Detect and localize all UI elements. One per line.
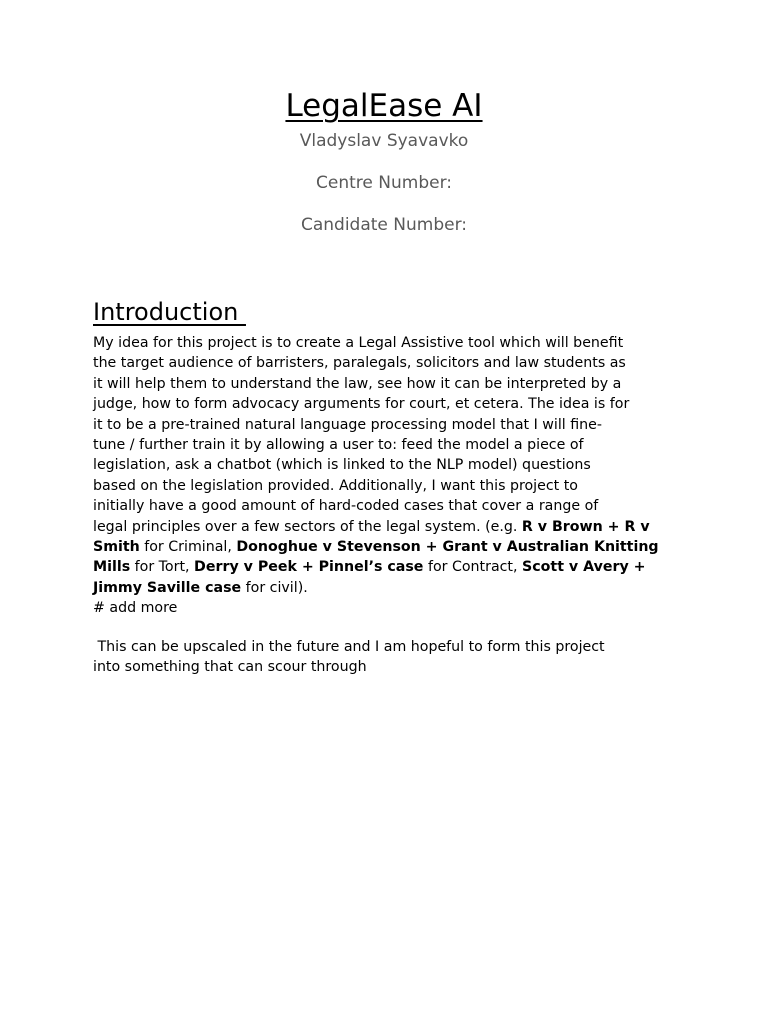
text-line	[93, 517, 693, 537]
text-segment: for Contract,	[423, 559, 523, 576]
text-line: it will help them to understand the law, see how it can be interpreted by a	[93, 375, 622, 392]
text-line	[93, 578, 693, 598]
author-name: Vladyslav Syavavko	[299, 131, 469, 151]
upscale-paragraph	[93, 637, 693, 678]
text-line: tune / further train it by allowing a user to: feed the model a piece of	[93, 437, 584, 454]
text-line: the target audience of barristers, paralegals, solicitors and law students as	[93, 355, 626, 372]
text-line: into something that can scour through	[93, 659, 367, 676]
case-name-contract: Derry v Peek + Pinnel’s case	[194, 559, 424, 576]
case-name-tort-cont: Mills	[93, 559, 131, 576]
text-line: judge, how to form advocacy arguments for court, et cetera. The idea is for	[93, 396, 630, 413]
case-name-tort: Donoghue v Stevenson + Grant v Australian Knitting	[236, 539, 659, 556]
case-name-civil: Scott v Avery +	[522, 559, 646, 576]
text-line: This can be upscaled in the future and I am hopeful to form this project	[93, 639, 605, 655]
document-title-text: LegalEase AI	[285, 88, 483, 124]
text-line: My idea for this project is to create a Legal Assistive tool which will benefit	[93, 335, 624, 351]
document-title	[0, 86, 768, 126]
text-line	[93, 537, 693, 557]
text-line: legislation, ask a chatbot (which is linked to the NLP model) questions	[93, 457, 591, 474]
introduction-paragraph	[93, 333, 693, 619]
text-line: it to be a pre-trained natural language processing model that I will fine-	[93, 416, 603, 433]
case-name-civil-cont: Jimmy Saville case	[93, 579, 242, 596]
centre-number-label: Centre Number:	[316, 173, 452, 193]
text-line	[93, 557, 693, 577]
text-line: initially have a good amount of hard-coded cases that cover a range of	[93, 498, 599, 515]
case-name-criminal: R v Brown + R v	[521, 518, 650, 535]
text-segment: for Criminal,	[139, 539, 237, 556]
text-segment: legal principles over a few sectors of the legal system. (e.g.	[93, 518, 522, 535]
case-name-criminal-cont: Smith	[93, 539, 140, 556]
text-line: based on the legislation provided. Additionally, I want this project to	[93, 477, 578, 494]
introduction-heading: Introduction	[93, 298, 246, 326]
text-line: # add more	[93, 600, 178, 617]
candidate-number-label: Candidate Number:	[300, 215, 468, 235]
text-segment: for civil).	[241, 579, 308, 596]
text-segment: for Tort,	[130, 559, 195, 576]
